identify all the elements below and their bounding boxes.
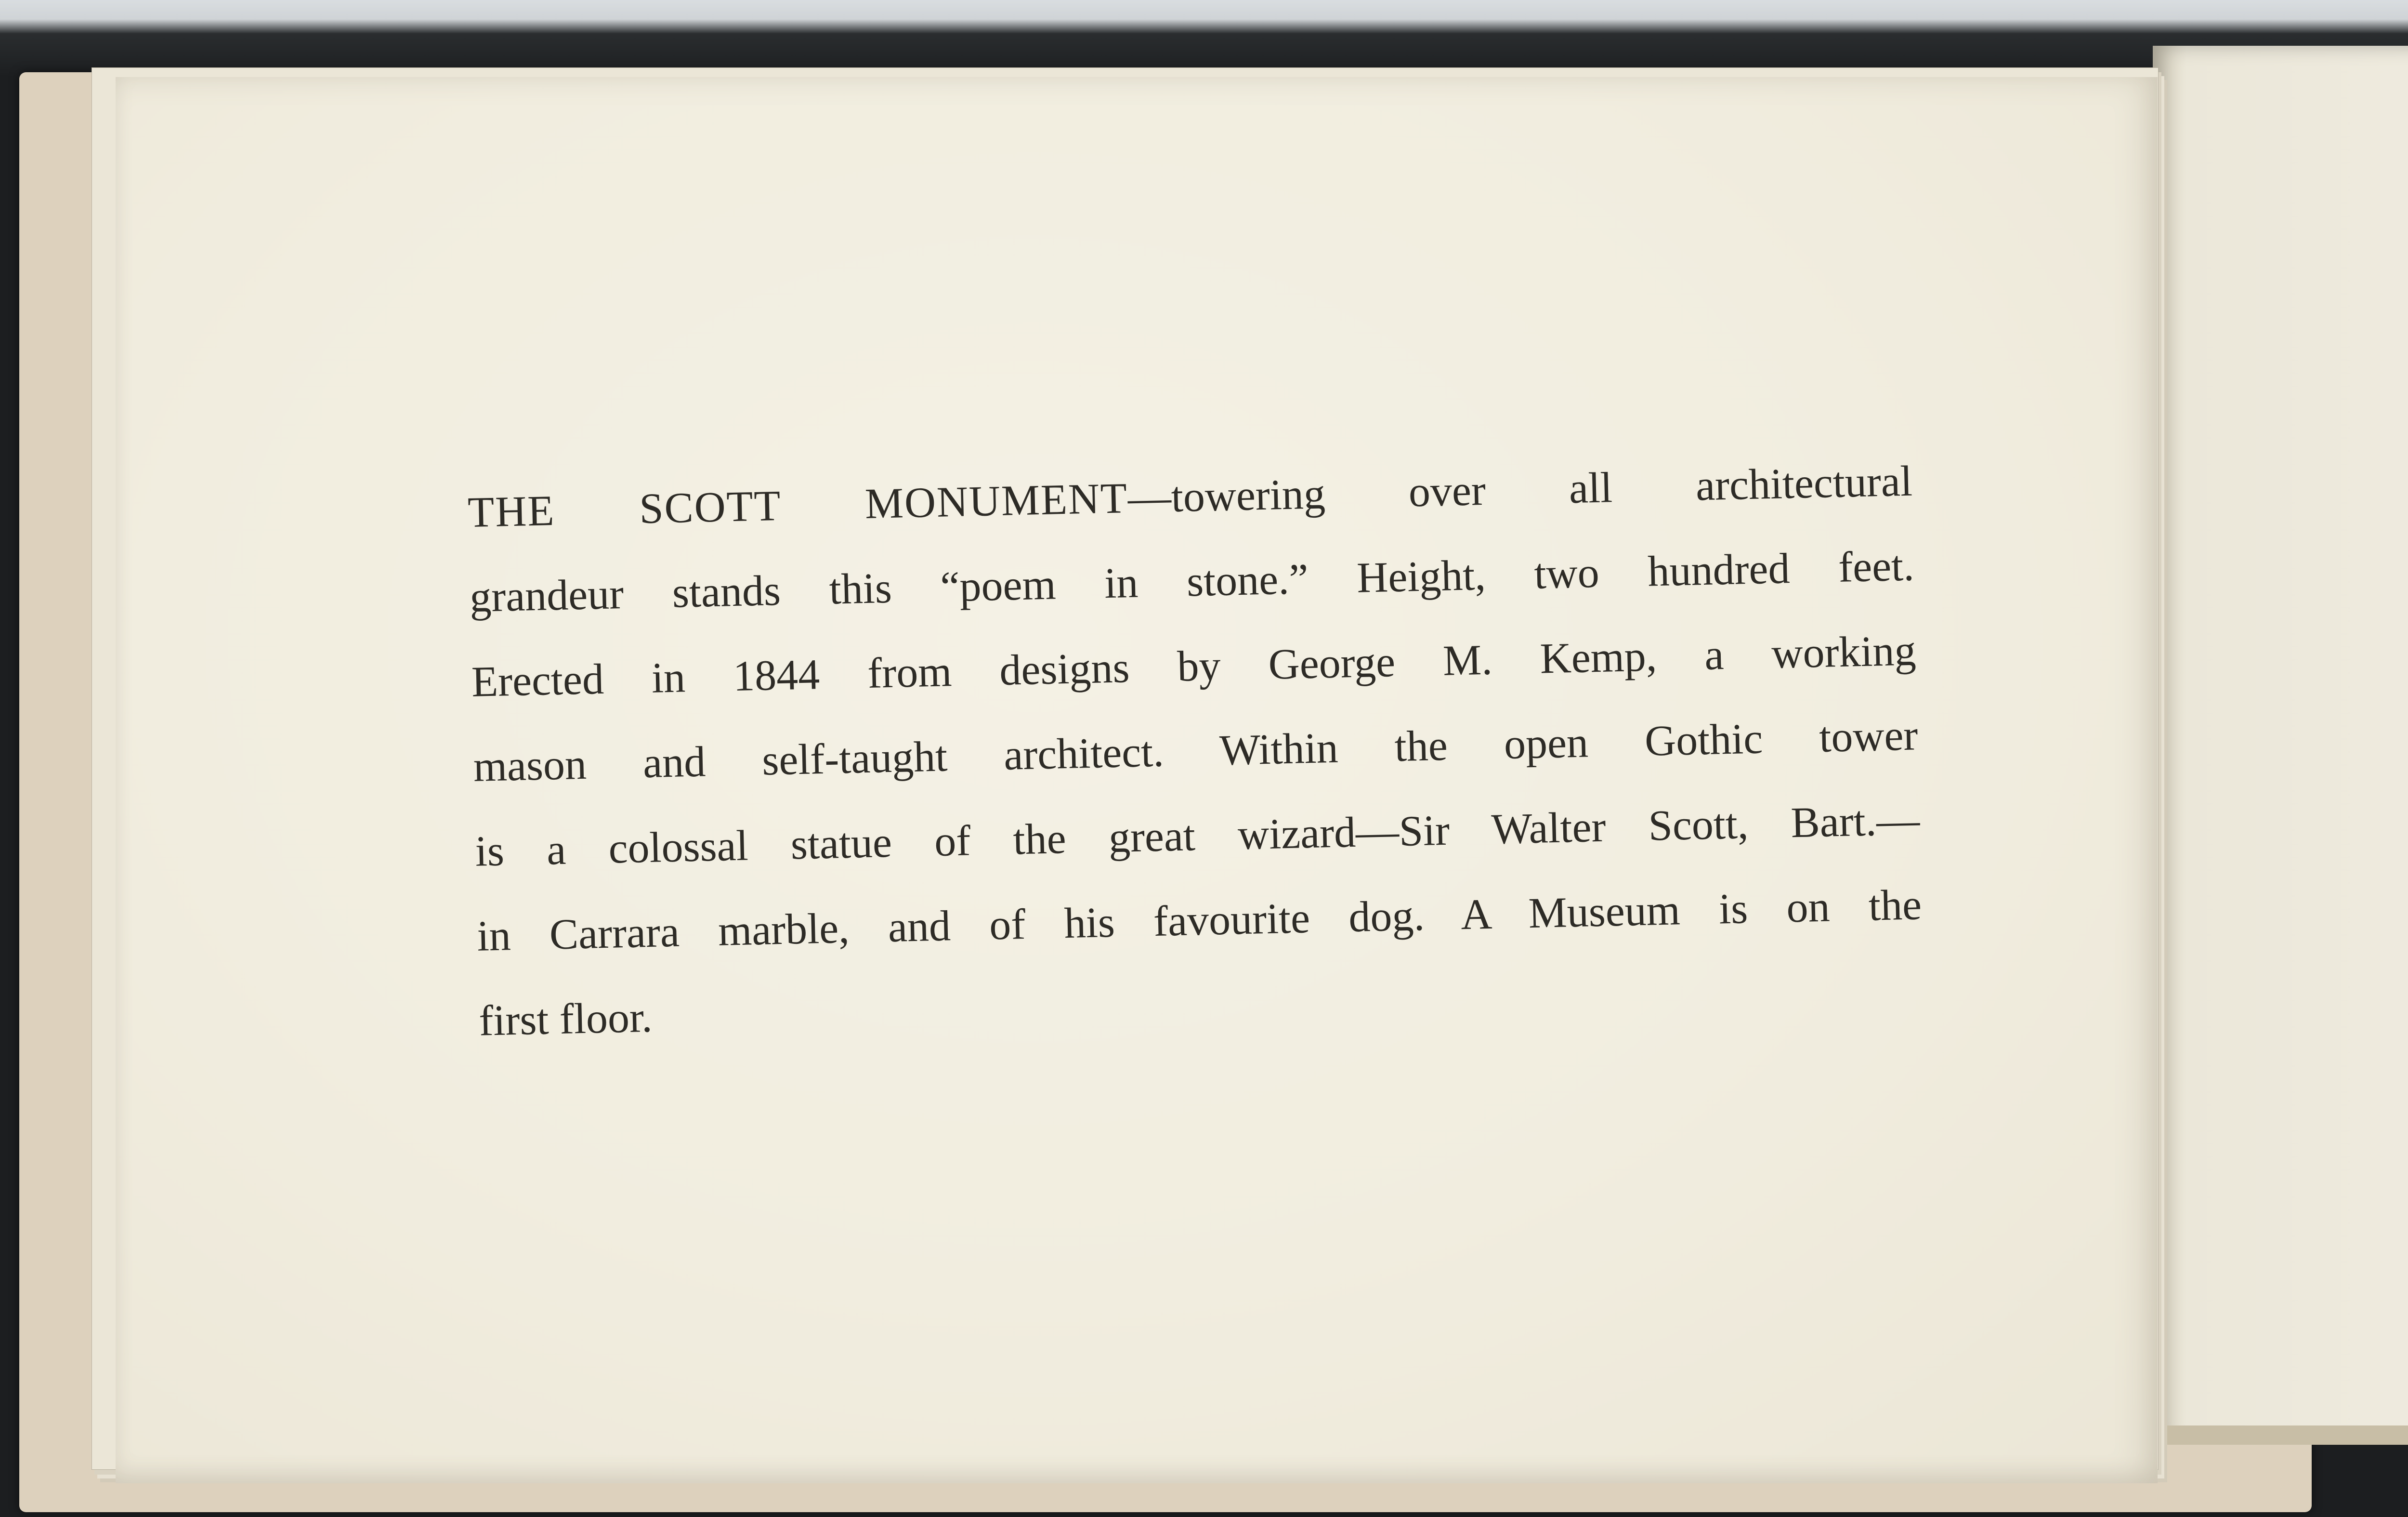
caption-line: is a colossal statue of the great wizard—Sir Walter Scott, Bart.—: [474, 796, 1921, 876]
caption-line: in Carrara marble, and of his favourite dog. A Museum is on the: [476, 881, 1922, 960]
caption-line-text: —towering over all architectural: [1127, 457, 1913, 523]
facing-page: [2153, 46, 2408, 1445]
caption-line: Erected in 1844 from designs by George M. Kemp, a working: [471, 627, 1917, 706]
caption-heading: THE SCOTT MONUMENT: [467, 474, 1128, 536]
caption-line: first floor.: [478, 993, 653, 1045]
caption-paragraph: [467, 450, 1924, 1075]
caption-line: grandeur stands this “poem in stone.” Height, two hundred feet.: [469, 542, 1915, 621]
caption-line: mason and self-taught architect. Within the open Gothic tower: [472, 711, 1919, 791]
facing-page-edge: [2143, 1425, 2408, 1445]
